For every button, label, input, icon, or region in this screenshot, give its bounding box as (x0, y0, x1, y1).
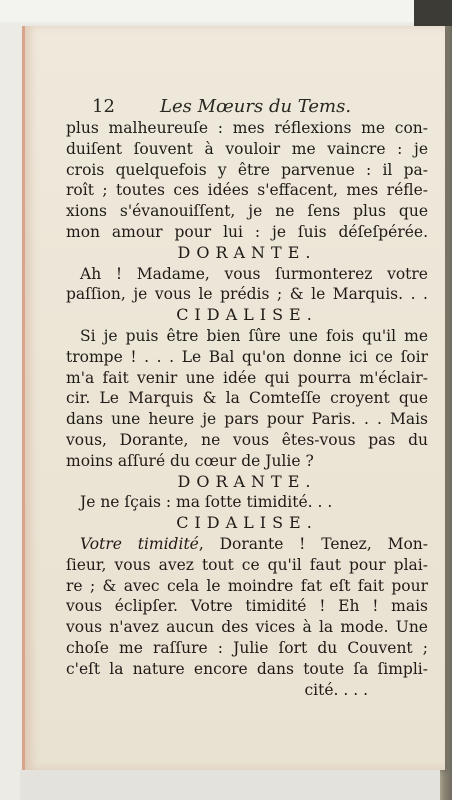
speaker-name: CIDALISE. (176, 305, 318, 325)
text-line: vous, Dorante, ne vous êtes-vous pas du (66, 430, 428, 449)
page-number: 12 (92, 96, 115, 117)
text-line: mon amour pour lui : je ſuis déſeſpérée. (66, 222, 428, 241)
text-line: Ah ! Madame, vous ſurmonterez votre (80, 264, 428, 283)
speaker-name: CIDALISE. (176, 513, 318, 533)
text-line: moins aſſuré du cœur de Julie ? (66, 451, 314, 470)
text-line: Votre timidité, Dorante ! Tenez, Mon- (80, 534, 428, 553)
running-title: Les Mœurs du Tems. (160, 96, 352, 117)
page-body-text (66, 118, 428, 700)
text-line: c'eſt la nature encore dans toute ſa ſimpli- (66, 659, 428, 678)
text-line: crois quelquefois y être parvenue : il pa- (66, 160, 428, 179)
book-edge-top (414, 0, 452, 26)
text-line: duiſent ſouvent à vouloir me vaincre : je (66, 139, 428, 158)
text-line: vous éclipſer. Votre timidité ! Eh ! mais (66, 597, 428, 616)
text-line: cité. . . . (304, 680, 368, 699)
speaker-name: DORANTE. (177, 471, 317, 491)
text-line: Si je puis être bien ſûre une fois qu'il me (80, 326, 428, 345)
speaker-name: DORANTE. (177, 242, 317, 262)
text-line: dans une heure je pars pour Paris. . . Mais (66, 410, 428, 429)
scan-background-bottom (20, 770, 440, 800)
scan-background-top (0, 0, 452, 22)
text-line: xions s'évanouiſſent, je ne ſens plus que (66, 202, 428, 221)
text-line: paſſion, je vous le prédis ; & le Marquis. . . (66, 285, 428, 304)
text-line: trompe ! . . . Le Bal qu'on donne ici ce ſoir (66, 347, 428, 366)
text-line: re ; & avec cela le moindre fat eſt fait pour (66, 576, 428, 595)
text-line: vous n'avez aucun des vices à la mode. Une (66, 618, 428, 637)
text-line: Je ne ſçais : ma ſotte timidité. . . (80, 493, 333, 512)
text-line: cir. Le Marquis & la Comteſſe croyent que (66, 389, 428, 408)
text-line: m'a fait venir une idée qui pourra m'éclair- (66, 368, 428, 387)
text-line: ſieur, vous avez tout ce qu'il faut pour plai- (66, 555, 428, 574)
text-line: plus malheureuſe : mes réflexions me con- (66, 119, 428, 137)
text-line: roît ; toutes ces idées s'effacent, mes réfle- (66, 181, 428, 200)
text-line: choſe me raſſure : Julie ſort du Couvent ; (66, 638, 428, 657)
